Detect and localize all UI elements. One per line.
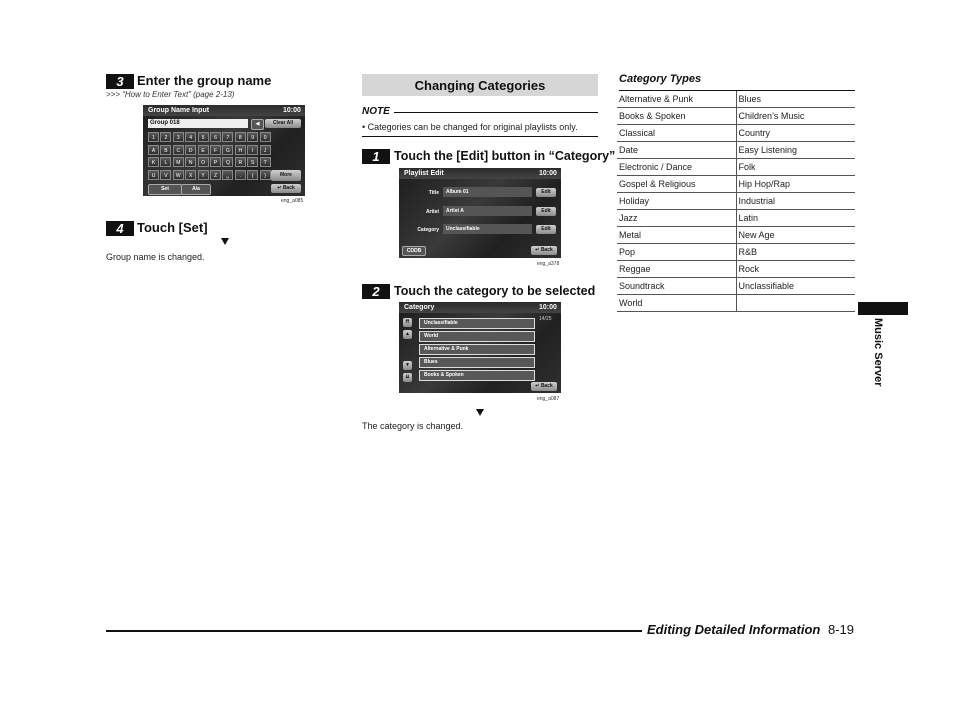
table-cell: Easy Listening <box>736 142 855 159</box>
page-number: 8-19 <box>828 622 855 637</box>
table-cell: Rock <box>736 261 855 278</box>
table-cell: Children’s Music <box>736 108 855 125</box>
keyboard-key[interactable]: Q <box>222 157 233 167</box>
keyboard-key[interactable]: J <box>260 145 271 155</box>
table-cell: Country <box>736 125 855 142</box>
table-row <box>617 227 855 244</box>
result-text: The category is changed. <box>362 421 464 431</box>
table-row <box>617 91 855 108</box>
table-cell: Metal <box>617 227 736 244</box>
list-item[interactable]: Unclassifiable <box>419 318 535 329</box>
note-text: • Categories can be changed for original playlists only. <box>362 122 578 132</box>
scroll-bottom-button[interactable] <box>403 373 412 382</box>
return-arrow-icon: ↵ <box>535 383 540 389</box>
field-value-artist: Artist A <box>443 206 532 216</box>
keyboard-key[interactable]: K <box>148 157 159 167</box>
keyboard-key[interactable]: F <box>210 145 221 155</box>
table-cell: New Age <box>736 227 855 244</box>
double-down-arrow-icon: ⇊ <box>405 374 410 380</box>
screen-clock: 10:00 <box>283 107 301 114</box>
back-button[interactable] <box>531 246 557 255</box>
field-label-category: Category <box>417 227 439 233</box>
table-cell: Industrial <box>736 193 855 210</box>
set-button[interactable]: Set <box>148 184 182 195</box>
table-row <box>617 295 855 312</box>
keyboard-key[interactable]: P <box>210 157 221 167</box>
keyboard-key[interactable]: O <box>198 157 209 167</box>
step-number-4: 4 <box>106 221 134 236</box>
keyboard-key[interactable]: 2 <box>160 132 171 142</box>
table-cell: Jazz <box>617 210 736 227</box>
footer-rule <box>106 630 642 632</box>
table-row <box>617 108 855 125</box>
back-button-label: Back <box>540 383 553 389</box>
return-arrow-icon: ↵ <box>535 247 540 253</box>
keyboard-key[interactable]: ( <box>247 170 258 180</box>
keyboard-key[interactable]: N <box>185 157 196 167</box>
table-row <box>617 261 855 278</box>
playlist-edit-screen <box>399 168 561 258</box>
table-cell: Unclassifiable <box>736 278 855 295</box>
table-cell <box>736 295 855 312</box>
screen-title: Playlist Edit <box>404 170 444 177</box>
table-row <box>617 142 855 159</box>
up-arrow-icon: ▲ <box>405 331 410 337</box>
scroll-up-button[interactable] <box>403 330 412 339</box>
table-row <box>617 210 855 227</box>
table-cell: Gospel & Religious <box>617 176 736 193</box>
keyboard-key[interactable]: V <box>160 170 171 180</box>
group-name-field[interactable]: Group 018 <box>148 119 248 128</box>
table-row <box>617 125 855 142</box>
list-counter: 14/25 <box>539 316 552 322</box>
figure-caption: eng_a087 <box>537 396 560 402</box>
keyboard-key[interactable]: . <box>235 170 246 180</box>
down-arrow-icon <box>476 409 484 416</box>
back-button[interactable] <box>531 382 557 391</box>
keyboard-key[interactable]: M <box>173 157 184 167</box>
field-label-artist: Artist <box>425 209 439 215</box>
keyboard-key[interactable]: W <box>173 170 184 180</box>
edit-category-button[interactable]: Edit <box>536 225 556 234</box>
table-cell: Latin <box>736 210 855 227</box>
table-cell: R&B <box>736 244 855 261</box>
step-number-2: 2 <box>362 284 390 299</box>
cddb-button[interactable]: CDDB <box>402 246 426 256</box>
table-title: Category Types <box>619 73 702 85</box>
table-cell: Reggae <box>617 261 736 278</box>
note-bottom-rule <box>362 136 598 137</box>
return-arrow-icon: ↵ <box>277 185 282 191</box>
result-text: Group name is changed. <box>106 252 205 262</box>
keyboard-key[interactable]: 0 <box>260 132 271 142</box>
note-label: NOTE <box>362 106 390 117</box>
table-cell: Blues <box>736 91 855 108</box>
keyboard-key[interactable]: I <box>247 145 258 155</box>
page-reference: >>> “How to Enter Text” (page 2-13) <box>106 90 235 99</box>
table-cell: World <box>617 295 736 312</box>
keyboard-key[interactable]: S <box>247 157 258 167</box>
keyboard-key[interactable]: L <box>160 157 171 167</box>
edit-title-button[interactable]: Edit <box>536 188 556 197</box>
table-cell: Alternative & Punk <box>617 91 736 108</box>
scroll-top-button[interactable] <box>403 318 412 327</box>
list-item[interactable]: Blues <box>419 357 535 368</box>
keyboard-key[interactable]: Z <box>210 170 221 180</box>
more-button[interactable]: More <box>271 170 301 181</box>
back-button-label: Back <box>540 247 553 253</box>
list-item[interactable]: Books & Spoken <box>419 370 535 381</box>
figure-caption: eng_a085 <box>281 198 304 204</box>
keyboard-key[interactable]: A <box>148 145 159 155</box>
table-cell: Hip Hop/Rap <box>736 176 855 193</box>
backspace-button[interactable]: ◀ <box>251 119 264 130</box>
table-row <box>617 244 855 261</box>
screen-title: Category <box>404 304 435 311</box>
step-title-2: Touch the category to be selected <box>394 284 596 298</box>
scroll-down-button[interactable] <box>403 361 412 370</box>
list-item[interactable]: World <box>419 331 535 342</box>
field-label-title: Title <box>428 190 439 196</box>
step-title-3: Enter the group name <box>137 73 272 88</box>
case-toggle-button[interactable]: A/a <box>181 184 211 195</box>
down-arrow-icon <box>221 238 229 245</box>
table-cell: Date <box>617 142 736 159</box>
table-cell: Soundtrack <box>617 278 736 295</box>
step-title-4: Touch [Set] <box>137 220 208 235</box>
table-row <box>617 193 855 210</box>
keyboard-key[interactable]: ␣ <box>222 170 233 180</box>
keyboard-key[interactable]: D <box>185 145 196 155</box>
screen-title: Group Name Input <box>148 107 210 114</box>
keyboard-key[interactable]: 6 <box>210 132 221 142</box>
field-value-title: Album 01 <box>443 187 532 197</box>
keyboard-key[interactable]: T <box>260 157 271 167</box>
side-section-label <box>870 318 884 418</box>
section-tab-marker <box>858 302 908 315</box>
step-number-1: 1 <box>362 149 390 164</box>
keyboard-key[interactable]: G <box>222 145 233 155</box>
table-cell: Holiday <box>617 193 736 210</box>
screen-clock: 10:00 <box>539 170 557 177</box>
keyboard-key[interactable]: 5 <box>198 132 209 142</box>
keyboard-key[interactable]: H <box>235 145 246 155</box>
keyboard-key[interactable]: 9 <box>247 132 258 142</box>
note-rule <box>394 112 598 113</box>
section-heading: Changing Categories <box>414 78 546 93</box>
table-row <box>617 278 855 295</box>
keyboard-key[interactable]: B <box>160 145 171 155</box>
keyboard-key[interactable]: 1 <box>148 132 159 142</box>
keyboard-key[interactable]: U <box>148 170 159 180</box>
figure-caption: eng_a378 <box>537 261 560 267</box>
screen-clock: 10:00 <box>539 304 557 311</box>
keyboard-key[interactable]: X <box>185 170 196 180</box>
keyboard-key[interactable]: 3 <box>173 132 184 142</box>
down-arrow-icon: ▼ <box>405 362 410 368</box>
table-cell: Classical <box>617 125 736 142</box>
edit-artist-button[interactable]: Edit <box>536 207 556 216</box>
footer-section-title: Editing Detailed Information <box>647 622 821 637</box>
list-item[interactable]: Alternative & Punk <box>419 344 535 355</box>
keyboard-key[interactable]: R <box>235 157 246 167</box>
clear-all-button[interactable]: Clear All <box>265 119 301 128</box>
category-list-screen <box>399 302 561 393</box>
group-name-input-screen <box>143 105 305 196</box>
keyboard-key[interactable]: 7 <box>222 132 233 142</box>
keyboard-key[interactable]: C <box>173 145 184 155</box>
keyboard-key[interactable]: Y <box>198 170 209 180</box>
field-value-category: Unclassifiable <box>443 224 532 234</box>
double-up-arrow-icon: ⇈ <box>405 319 410 325</box>
table-cell: Folk <box>736 159 855 176</box>
table-cell: Books & Spoken <box>617 108 736 125</box>
table-cell: Electronic / Dance <box>617 159 736 176</box>
category-types-table <box>617 91 855 312</box>
keyboard-key[interactable]: 8 <box>235 132 246 142</box>
keyboard-key[interactable]: ) <box>260 170 271 180</box>
table-row <box>617 176 855 193</box>
back-button-label: Back <box>282 185 295 191</box>
table-row <box>617 159 855 176</box>
table-cell: Pop <box>617 244 736 261</box>
keyboard-key[interactable]: 4 <box>185 132 196 142</box>
side-section-label-text: Music Server <box>872 318 884 387</box>
keyboard-key[interactable]: E <box>198 145 209 155</box>
back-button[interactable] <box>271 184 301 193</box>
step-number-3: 3 <box>106 74 134 89</box>
step-title-1: Touch the [Edit] button in “Category” <box>394 149 616 163</box>
